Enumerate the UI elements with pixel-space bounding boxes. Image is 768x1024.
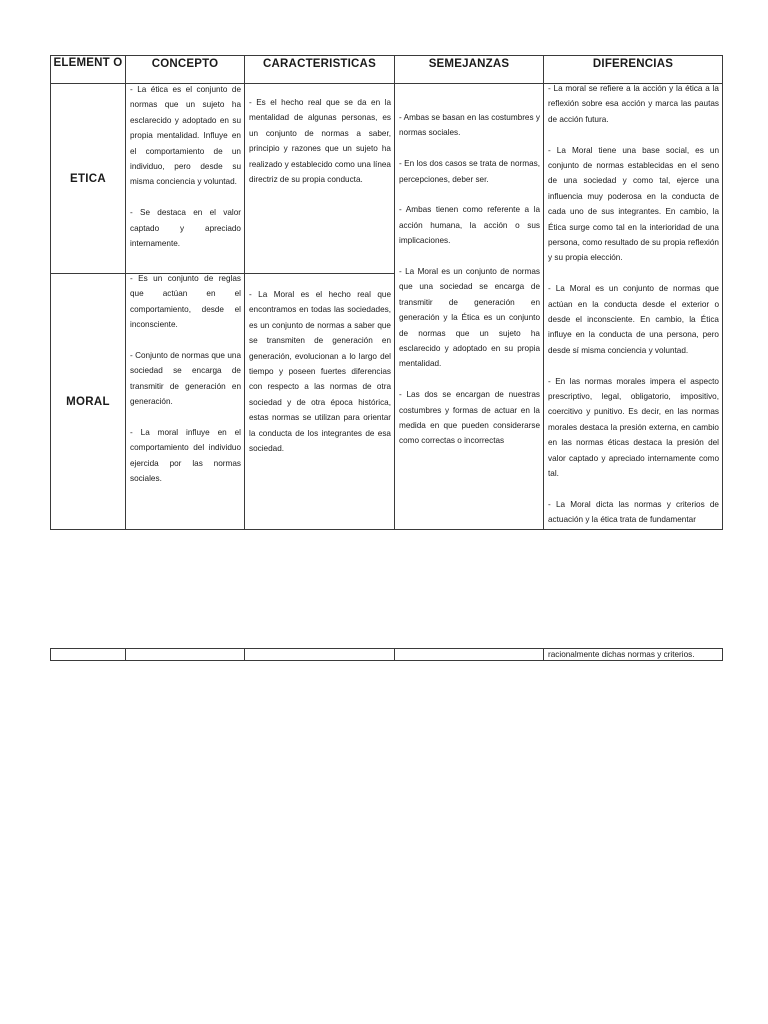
continuation-element-cell (50, 648, 126, 661)
moral-concepto-cell (125, 273, 245, 530)
diferencias-para-2: - La Moral tiene una base social, es un conjunto de normas establecidas en el seno de una sociedad y como tal, ejerce una influencia muy poderosa en la conducta de cada uno de sus integrantes. En cambio, la Ética surge como tal en la interioridad de una persona, como resultado de su propia reflexión y su propia elección. (548, 145, 719, 263)
diferencias-cell (543, 83, 723, 530)
header-caracteristicas-label: CARACTERISTICAS (263, 58, 376, 70)
diferencias-para-4: - En las normas morales impera el aspecto prescriptivo, legal, obligatorio, impositivo, coercitivo y punitivo. Es decir, en las normas morales destaca la presión externa, en cambio en las normas éticas destaca la presión del valor captado y apreciado internamente como tal. (548, 376, 719, 479)
row-label-etica-text: ETICA (70, 172, 106, 185)
semejanzas-para-1: - Ambas se basan en las costumbres y normas sociales. (399, 113, 540, 138)
diferencias-para-5: - La Moral dicta las normas y criterios de actuación y la ética trata de fundamentar (548, 499, 719, 525)
header-caracteristicas (244, 55, 395, 84)
semejanzas-para-4: - La Moral es un conjunto de normas que una sociedad se encarga de transmitir de generación en generación y la Ética es un conjunto de normas que un sujeto ha esclarecido y adoptado en su propia mentalidad. (399, 267, 540, 369)
moral-concepto-para-1: - Es un conjunto de reglas que actúan en el comportamiento, desde el inconsciente. (130, 274, 241, 330)
semejanzas-para-3: - Ambas tienen como referente a la acción humana, la acción o sus implicaciones. (399, 205, 540, 246)
header-concepto-label: CONCEPTO (151, 58, 219, 70)
moral-concepto-para-2: - Conjunto de normas que una sociedad se encarga de transmitir de generación en generación. (130, 351, 241, 407)
continuation-caracteristicas-cell (244, 648, 395, 661)
header-element-label: ELEMENT O (53, 57, 123, 69)
diferencias-para-3: - La Moral es un conjunto de normas que actúan en la conducta desde el exterior o desde el inconsciente. En cambio, la Ética influye en la conducta de una persona, pero desde sí misma conciencia y voluntad. (548, 284, 719, 355)
continuation-diferencias-cell (543, 648, 723, 661)
moral-caracteristicas-cell (244, 273, 395, 530)
header-element (50, 55, 126, 84)
header-diferencias-label: DIFERENCIAS (592, 58, 674, 70)
row-label-moral-text: MORAL (66, 395, 110, 408)
row-label-etica (50, 83, 126, 274)
moral-caracteristicas-para-1: - La Moral es el hecho real que encontramos en todas las sociedades, es un conjunto de normas a saber que se transmiten de generación en generación, evolucionan a lo largo del tiempo y poseen fuertes diferencias con respecto a las normas de otra sociedad y de otra época histórica, estas normas se utilizan para orientar la conducta de los integrantes de esa sociedad. (249, 290, 391, 454)
continuation-diferencias-text: racionalmente dichas normas y criterios. (548, 650, 695, 659)
header-semejanzas (394, 55, 544, 84)
header-semejanzas-label: SEMEJANZAS (428, 58, 510, 70)
continuation-semejanzas-cell (394, 648, 544, 661)
semejanzas-cell (394, 83, 544, 530)
etica-concepto-cell (125, 83, 245, 274)
etica-caracteristicas-cell (244, 83, 395, 274)
etica-concepto-para-1: - La ética es el conjunto de normas que un sujeto ha esclarecido y adoptado en su propia mentalidad. Influye en el comportamiento de un individuo, pero desde su misma conciencia y voluntad. (130, 85, 241, 187)
semejanzas-para-5: - Las dos se encargan de nuestras costumbres y formas de actuar en la medida en que pueden considerarse como correctas o incorrectas (399, 390, 540, 446)
row-label-moral (50, 273, 126, 530)
continuation-concepto-cell (125, 648, 245, 661)
header-concepto (125, 55, 245, 84)
diferencias-para-1: - La moral se refiere a la acción y la ética a la reflexión sobre esa acción y marca las pautas de acción futura. (548, 84, 719, 124)
semejanzas-para-2: - En los dos casos se trata de normas, percepciones, deber ser. (399, 159, 540, 184)
etica-concepto-para-2: - Se destaca en el valor captado y apreciado internamente. (130, 208, 241, 249)
etica-caracteristicas-para-1: - Es el hecho real que se da en la mentalidad de algunas personas, es un conjunto de normas a saber, principio y razones que un sujeto ha realizado y establecido como una línea directriz de su propia conducta. (249, 98, 391, 185)
header-diferencias (543, 55, 723, 84)
moral-concepto-para-3: - La moral influye en el comportamiento del individuo ejercida por las normas sociales. (130, 428, 241, 484)
